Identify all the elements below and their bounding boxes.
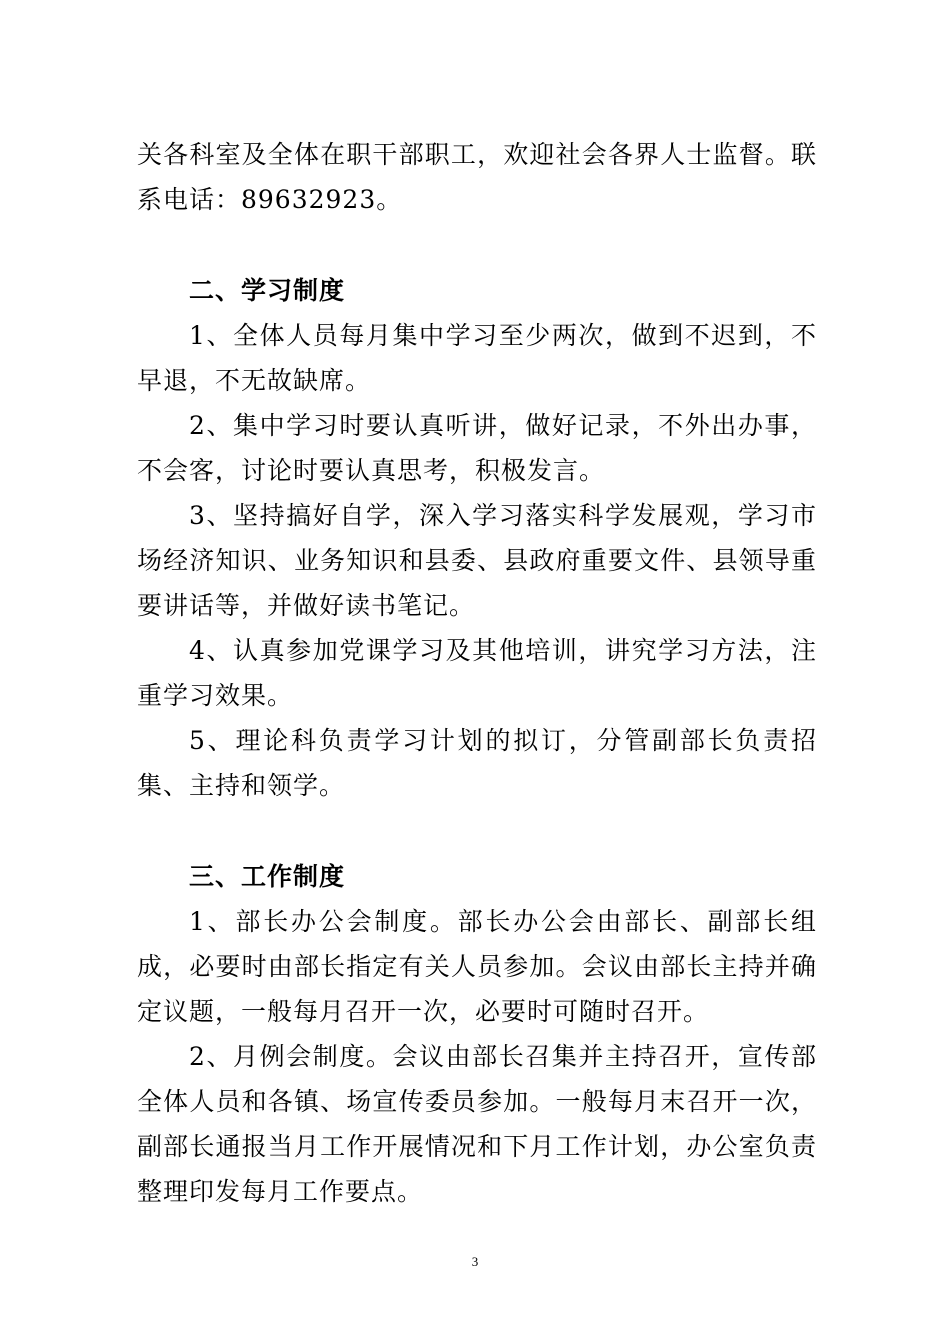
page-number: 3 (471, 1254, 479, 1269)
study-paragraph-3: 3、坚持搞好自学，深入学习落实科学发展观，学习市场经济知识、业务知识和县委、县政府重要文件、县领导重要讲话等，并做好读书笔记。 (137, 501, 817, 620)
work-paragraph-1: 1、部长办公会制度。部长办公会由部长、副部长组成，必要时由部长指定有关人员参加。会议由部长主持并确定议题，一般每月召开一次，必要时可随时召开。 (137, 907, 817, 1026)
section-heading-study: 二、学习制度 (189, 276, 346, 305)
intro-paragraph: 关各科室及全体在职干部职工，欢迎社会各界人士监督。联系电话：89632923。 (137, 140, 817, 214)
study-paragraph-2: 2、集中学习时要认真听讲，做好记录，不外出办事，不会客，讨论时要认真思考，积极发言。 (137, 411, 817, 485)
section-gap (137, 222, 817, 268)
document-body (137, 132, 817, 1214)
study-paragraph-4: 4、认真参加党课学习及其他培训，讲究学习方法，注重学习效果。 (137, 636, 817, 710)
section-work-system (137, 854, 817, 1214)
study-paragraph-1: 1、全体人员每月集中学习至少两次，做到不迟到，不早退，不无故缺席。 (137, 321, 817, 395)
section-study-system (137, 268, 817, 808)
section-gap (137, 808, 817, 854)
section-heading-work: 三、工作制度 (189, 862, 346, 891)
study-paragraph-5: 5、理论科负责学习计划的拟订，分管副部长负责招集、主持和领学。 (137, 726, 817, 800)
work-paragraph-2: 2、月例会制度。会议由部长召集并主持召开，宣传部全体人员和各镇、场宣传委员参加。一般每月末召开一次，副部长通报当月工作开展情况和下月工作计划，办公室负责整理印发每月工作要点。 (137, 1042, 817, 1206)
